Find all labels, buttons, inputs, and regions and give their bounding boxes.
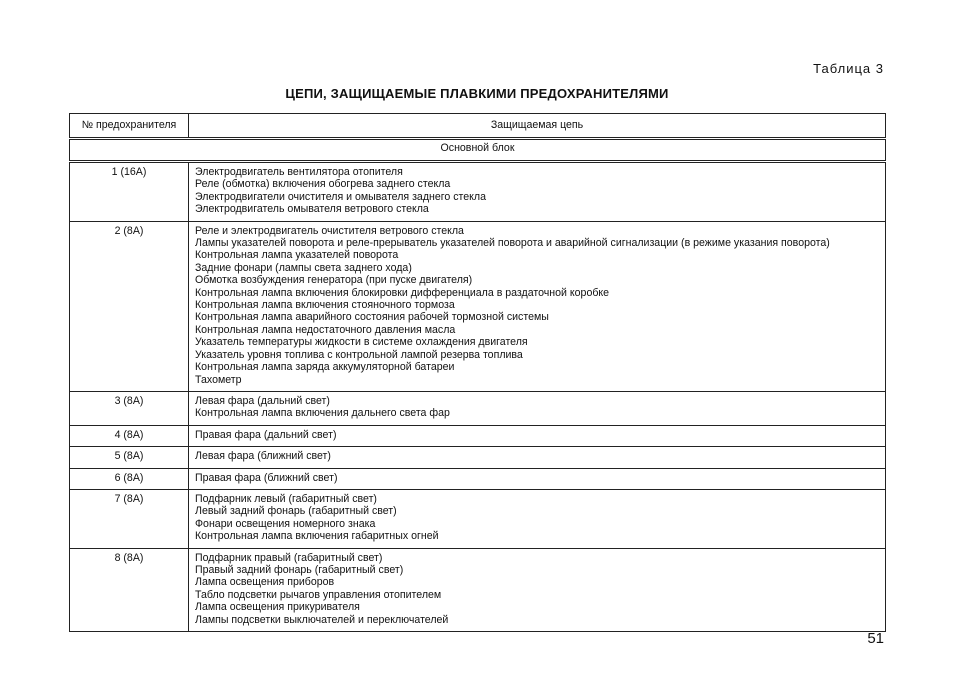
page-number: 51 — [867, 630, 884, 647]
header-circuit: Защищаемая цепь — [189, 114, 886, 139]
table-row — [70, 548, 886, 631]
circuit-item: Левый задний фонарь (габаритный свет) — [195, 505, 397, 518]
fuse-table — [69, 113, 886, 632]
circuit-cell — [189, 548, 886, 631]
circuit-item: Указатель температуры жидкости в системе охлаждения двигателя — [195, 336, 528, 349]
fuse-number-cell: 1 (16А) — [70, 162, 189, 222]
circuit-item: Лампа освещения приборов — [195, 576, 335, 589]
circuit-item: Фонари освещения номерного знака — [195, 517, 376, 530]
circuit-item: Контрольная лампа включения блокировки дифференциала в раздаточной коробке — [195, 286, 610, 299]
table-row — [70, 489, 886, 548]
circuit-item: Контрольная лампа включения стояночного тормоза — [195, 299, 455, 312]
circuit-item: Табло подсветки рычагов управления отопителем — [195, 588, 442, 601]
circuit-cell — [189, 468, 886, 489]
table-row — [70, 425, 886, 446]
table-row — [70, 221, 886, 391]
circuit-item: Тахометр — [195, 373, 242, 386]
circuit-item: Подфарник левый (габаритный свет) — [195, 492, 377, 505]
circuit-item: Электродвигатель вентилятора отопителя — [195, 166, 403, 178]
fuse-number-cell: 8 (8А) — [70, 548, 189, 631]
circuit-cell — [189, 162, 886, 222]
circuit-item: Правая фара (дальний свет) — [195, 428, 337, 441]
table-row — [70, 162, 886, 222]
fuse-number-cell: 6 (8А) — [70, 468, 189, 489]
section-row — [70, 139, 886, 162]
circuit-item: Обмотка возбуждения генератора (при пуске двигателя) — [195, 274, 473, 287]
circuit-item: Контрольная лампа заряда аккумуляторной батареи — [195, 361, 455, 374]
circuit-item: Контрольная лампа указателей поворота — [195, 249, 399, 262]
table-body — [70, 139, 886, 632]
circuit-cell — [189, 489, 886, 548]
circuit-item: Контрольная лампа включения габаритных огней — [195, 530, 439, 543]
circuit-item: Левая фара (дальний свет) — [195, 394, 330, 407]
fuse-number-cell: 3 (8А) — [70, 391, 189, 425]
circuit-item: Лампы указателей поворота и реле-прерыватель указателей поворота и аварийной сигнализации (в режиме указания поворота) — [195, 237, 830, 250]
circuit-cell — [189, 221, 886, 391]
circuit-item: Реле (обмотка) включения обогрева заднего стекла — [195, 178, 451, 191]
circuit-item: Электродвигатель омывателя ветрового стекла — [195, 203, 429, 216]
circuit-item: Подфарник правый (габаритный свет) — [195, 551, 383, 564]
circuit-cell — [189, 391, 886, 425]
table-label: Таблица 3 — [813, 61, 884, 76]
circuit-item: Левая фара (ближний свет) — [195, 450, 331, 463]
circuit-item: Контрольная лампа недостаточного давления масла — [195, 323, 456, 336]
circuit-item: Контрольная лампа включения дальнего света фар — [195, 407, 450, 420]
circuit-cell — [189, 425, 886, 446]
header-fuse-number: № предохранителя — [70, 114, 189, 139]
circuit-item: Реле и электродвигатель очистителя ветрового стекла — [195, 224, 464, 237]
header-row — [70, 114, 886, 139]
circuit-item: Задние фонари (лампы света заднего хода) — [195, 261, 412, 274]
circuit-item: Лампы подсветки выключателей и переключателей — [195, 613, 449, 626]
fuse-number-cell: 5 (8А) — [70, 447, 189, 468]
circuit-item: Указатель уровня топлива с контрольной лампой резерва топлива — [195, 348, 523, 361]
table-row — [70, 391, 886, 425]
circuit-item: Лампа освещения прикуривателя — [195, 601, 360, 614]
table-row — [70, 447, 886, 468]
fuse-number-cell: 4 (8А) — [70, 425, 189, 446]
table-row — [70, 468, 886, 489]
section-label: Основной блок — [70, 139, 886, 162]
circuit-item: Контрольная лампа аварийного состояния рабочей тормозной системы — [195, 311, 549, 324]
circuit-item: Электродвигатели очистителя и омывателя заднего стекла — [195, 190, 486, 203]
circuit-cell — [189, 447, 886, 468]
circuit-item: Правая фара (ближний свет) — [195, 471, 338, 484]
fuse-number-cell: 2 (8А) — [70, 221, 189, 391]
circuit-item: Правый задний фонарь (габаритный свет) — [195, 563, 404, 576]
fuse-number-cell: 7 (8А) — [70, 489, 189, 548]
table-title: ЦЕПИ, ЗАЩИЩАЕМЫЕ ПЛАВКИМИ ПРЕДОХРАНИТЕЛЯМИ — [285, 86, 669, 101]
